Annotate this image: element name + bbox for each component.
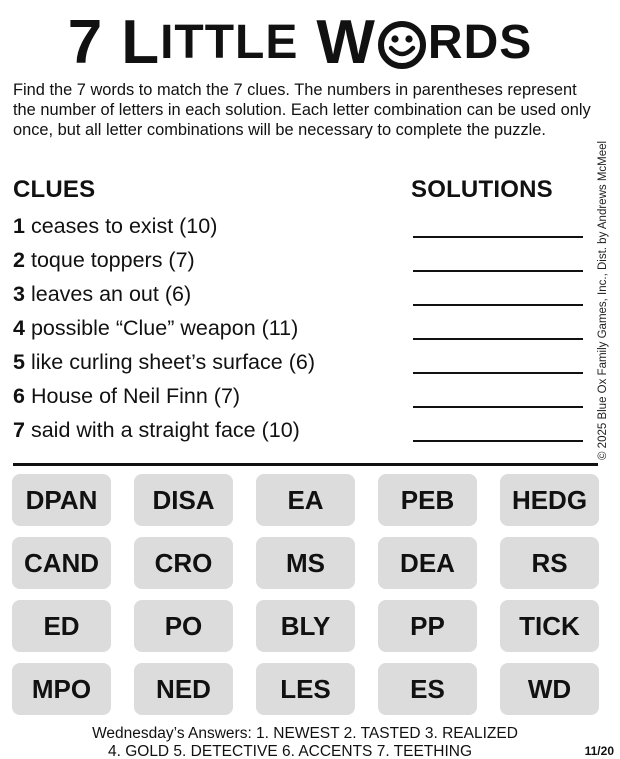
solution-line[interactable]: [413, 338, 583, 340]
clue-row: [13, 415, 300, 445]
letter-tile[interactable]: MS: [256, 537, 355, 589]
title-word1-initial: L: [121, 8, 161, 77]
title-word2-initial: W: [316, 8, 376, 77]
copyright-notice: © 2025 Blue Ox Family Games, Inc., Dist. by Andrews McMeel: [597, 140, 609, 460]
letter-tile[interactable]: TICK: [500, 600, 599, 652]
clue-number: 3: [13, 281, 25, 306]
clue-row: [13, 381, 240, 411]
clue-text: House of Neil Finn (7): [30, 383, 241, 408]
letter-tile[interactable]: DPAN: [12, 474, 111, 526]
letter-tile-grid: [12, 474, 600, 715]
letter-tile[interactable]: DISA: [134, 474, 233, 526]
letter-tile[interactable]: HEDG: [500, 474, 599, 526]
letter-tile[interactable]: ES: [378, 663, 477, 715]
letter-tile[interactable]: CAND: [12, 537, 111, 589]
clue-text: possible “Clue” weapon (11): [30, 315, 299, 340]
clue-row: [13, 211, 217, 241]
puzzle-date: 11/20: [584, 744, 614, 758]
clue-number: 1: [13, 213, 25, 238]
letter-tile[interactable]: RS: [500, 537, 599, 589]
clue-text: like curling sheet’s surface (6): [30, 349, 315, 374]
clue-number: 4: [13, 315, 25, 340]
instructions-text: Find the 7 words to match the 7 clues. The numbers in parentheses represent the number of letters in each solution. Each letter combination can be used only once, but all letter combinations will be necessary to complete the puzzle.: [13, 81, 591, 139]
previous-answers-line-1: Wednesday’s Answers: 1. NEWEST 2. TASTED 3. REALIZED: [92, 725, 518, 742]
letter-tile[interactable]: PEB: [378, 474, 477, 526]
clue-text: toque toppers (7): [30, 247, 195, 272]
letter-tile[interactable]: MPO: [12, 663, 111, 715]
title-word2-rest: RDS: [427, 16, 533, 69]
clue-number: 2: [13, 247, 25, 272]
section-divider: [13, 463, 598, 466]
letter-tile[interactable]: BLY: [256, 600, 355, 652]
solution-line[interactable]: [413, 236, 583, 238]
clue-row: [13, 313, 298, 343]
clue-number: 6: [13, 383, 25, 408]
letter-tile[interactable]: ED: [12, 600, 111, 652]
clue-number: 5: [13, 349, 25, 374]
clue-text: said with a straight face (10): [30, 417, 300, 442]
clue-row: [13, 279, 191, 309]
solution-line[interactable]: [413, 372, 583, 374]
letter-tile[interactable]: PP: [378, 600, 477, 652]
previous-answers: [0, 725, 620, 759]
clues-header: CLUES: [13, 176, 96, 203]
solution-line[interactable]: [413, 270, 583, 272]
previous-answers-line-2: 4. GOLD 5. DETECTIVE 6. ACCENTS 7. TEETHING: [107, 743, 473, 759]
letter-tile[interactable]: PO: [134, 600, 233, 652]
letter-tile[interactable]: WD: [500, 663, 599, 715]
title-number: 7: [67, 8, 104, 77]
clue-text: ceases to exist (10): [30, 213, 218, 238]
puzzle-title: [0, 8, 600, 78]
letter-tile[interactable]: NED: [134, 663, 233, 715]
letter-tile[interactable]: EA: [256, 474, 355, 526]
clue-text: leaves an out (6): [30, 281, 192, 306]
solution-line[interactable]: [413, 440, 583, 442]
letter-tile[interactable]: DEA: [378, 537, 477, 589]
letter-tile[interactable]: LES: [256, 663, 355, 715]
solution-line[interactable]: [413, 304, 583, 306]
clue-row: [13, 347, 315, 377]
solution-line[interactable]: [413, 406, 583, 408]
clue-row: [13, 245, 195, 275]
clue-number: 7: [13, 417, 25, 442]
solutions-header: SOLUTIONS: [411, 176, 553, 203]
title-word1-rest: ITTLE: [160, 16, 299, 69]
letter-tile[interactable]: CRO: [134, 537, 233, 589]
smiley-face-icon: [377, 20, 427, 70]
